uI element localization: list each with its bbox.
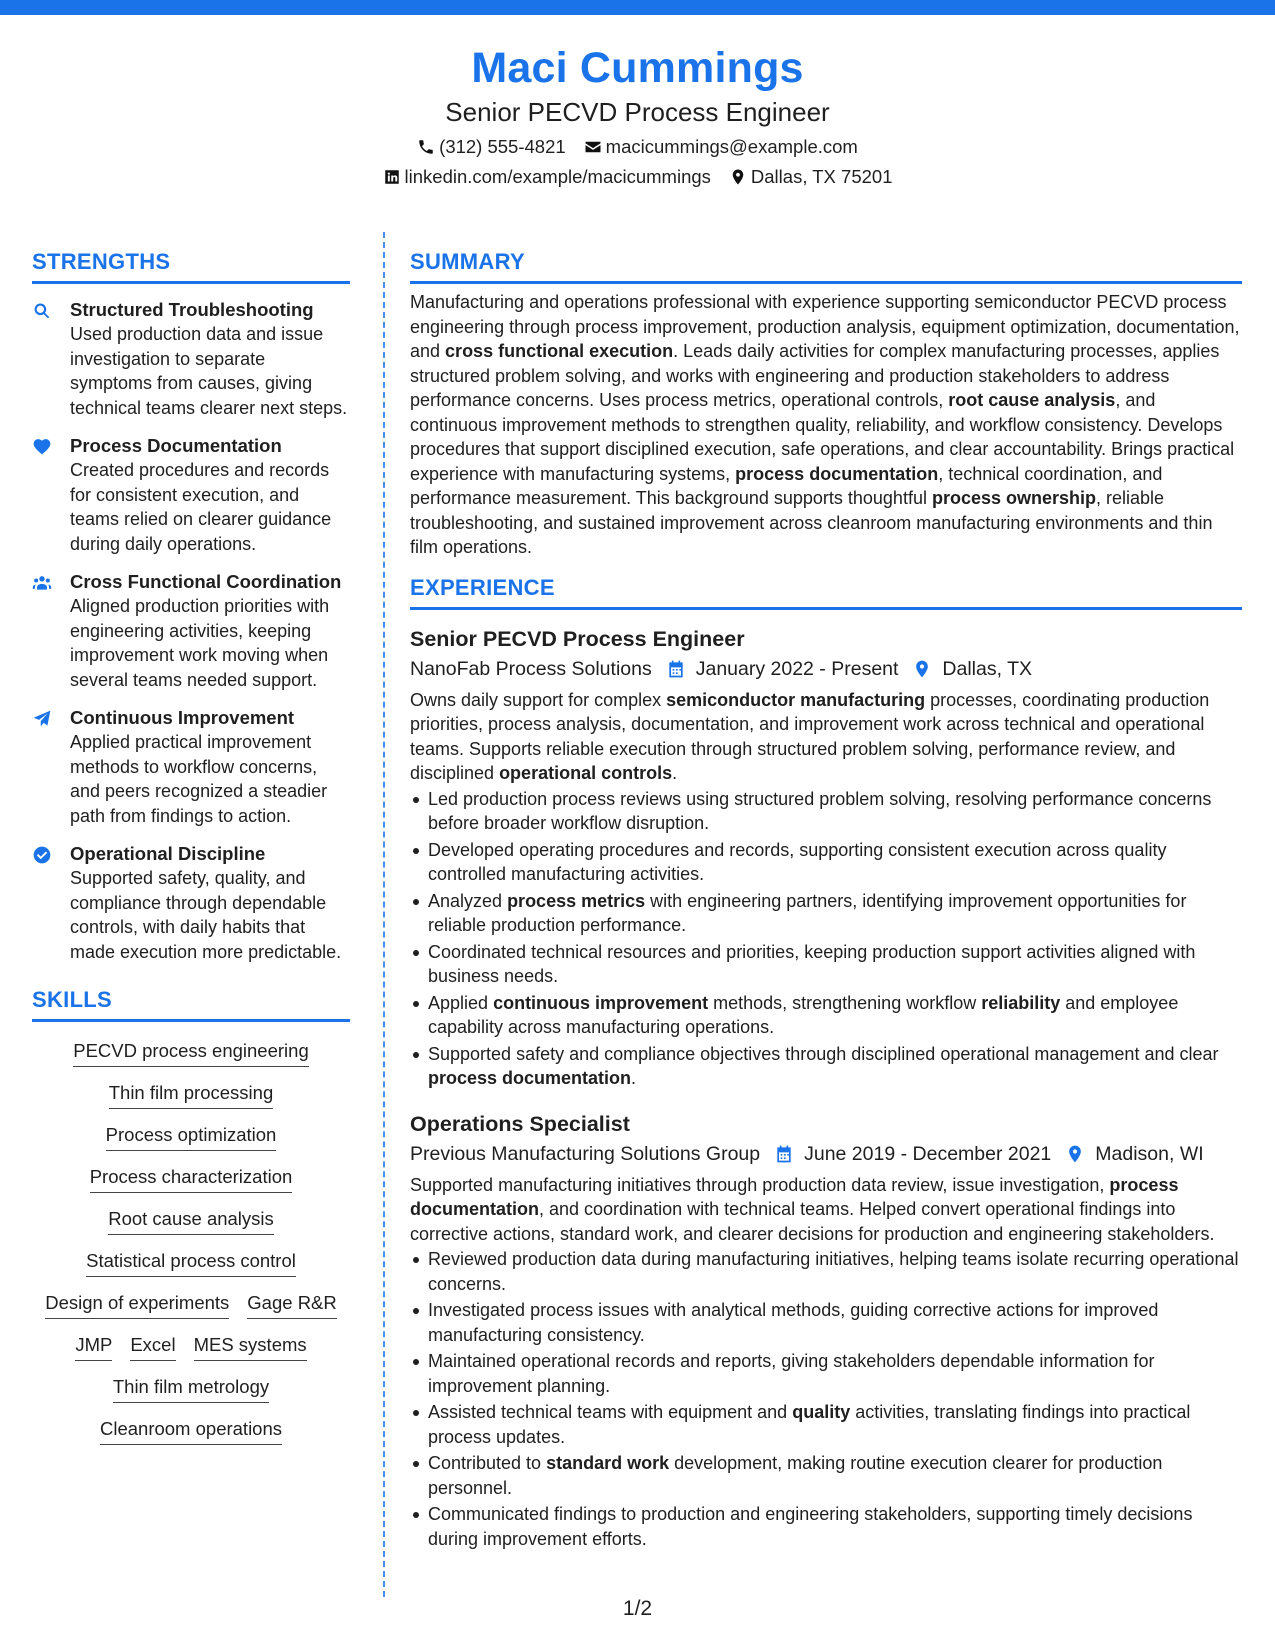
strengths-list	[32, 298, 350, 964]
bullet-item: Contributed to standard work development, making routine execution clearer for production personnel.	[410, 1451, 1242, 1500]
skill-tag: Process optimization	[106, 1122, 277, 1151]
bullet-item: Developed operating procedures and records, supporting consistent execution across quality controlled manufacturing activities.	[410, 838, 1242, 887]
strengths-heading: STRENGTHS	[32, 248, 350, 284]
skill-tag: Process characterization	[90, 1164, 293, 1193]
strength-title: Cross Functional Coordination	[70, 571, 342, 592]
skill-tag: Cleanroom operations	[100, 1416, 282, 1445]
skill-row	[32, 1374, 350, 1403]
contact-row-2	[0, 162, 1275, 192]
job-bullets	[410, 1247, 1242, 1551]
skill-row	[32, 1416, 350, 1445]
skills-list	[32, 1038, 350, 1445]
job-location: Madison, WI	[1095, 1142, 1204, 1165]
candidate-title: Senior PECVD Process Engineer	[445, 97, 830, 127]
phone-text: (312) 555-4821	[439, 136, 566, 157]
location-item	[729, 162, 893, 192]
strength-item	[32, 434, 350, 556]
email-text[interactable]: macicummings@example.com	[605, 136, 858, 157]
strength-item	[32, 706, 350, 828]
skill-row	[32, 1290, 350, 1319]
calendar-icon	[774, 1144, 794, 1164]
job-dates: January 2022 - Present	[695, 657, 899, 680]
candidate-name: Maci Cummings	[471, 44, 804, 92]
right-column	[410, 248, 1242, 1553]
strength-item	[32, 570, 350, 692]
skill-tag: MES systems	[194, 1332, 307, 1361]
linkedin-text[interactable]: linkedin.com/example/macicummings	[404, 166, 711, 187]
bullet-item: Analyzed process metrics with engineering partners, identifying improvement opportunities for reliable production performance.	[410, 889, 1242, 938]
strength-body	[70, 706, 350, 828]
map-pin-icon	[1065, 1144, 1085, 1164]
bullet-item: Led production process reviews using structured problem solving, resolving performance concerns before broader workflow disruption.	[410, 787, 1242, 836]
email-item[interactable]	[584, 132, 858, 162]
phone-item	[417, 132, 566, 162]
skill-tag: Thin film metrology	[113, 1374, 269, 1403]
skill-row	[32, 1122, 350, 1151]
job-bullets	[410, 787, 1242, 1091]
skill-row	[32, 1332, 350, 1361]
check-circle-icon	[32, 842, 70, 964]
strength-body	[70, 434, 350, 556]
strength-body	[70, 842, 350, 964]
job-location: Dallas, TX	[942, 657, 1033, 680]
job-description: Owns daily support for complex semiconductor manufacturing processes, coordinating production priorities, process analysis, documentation, and improvement work across technical and operational teams. Supports reliable execution through structured problem solving, performance review, and disciplined operational controls.	[410, 689, 1210, 783]
strength-title: Continuous Improvement	[70, 707, 295, 728]
bullet-item: Reviewed production data during manufacturing initiatives, helping teams isolate recurring operational concerns.	[410, 1247, 1242, 1296]
skills-heading: SKILLS	[32, 986, 350, 1022]
bullet-item: Applied continuous improvement methods, strengthening workflow reliability and employee capability across manufacturing operations.	[410, 991, 1242, 1040]
bullet-item: Communicated findings to production and engineering stakeholders, supporting timely decisions during improvement efforts.	[410, 1502, 1242, 1551]
strength-item	[32, 842, 350, 964]
strength-body	[70, 298, 350, 420]
heart-icon	[32, 434, 70, 556]
jobs-list	[410, 624, 1242, 1552]
users-icon	[32, 570, 70, 692]
bullet-item: Maintained operational records and reports, giving stakeholders dependable information for improvement planning.	[410, 1349, 1242, 1398]
phone-icon	[417, 138, 435, 156]
strength-desc: Supported safety, quality, and compliance through dependable controls, with daily habits that made execution more predictable.	[70, 868, 342, 962]
job-dates: June 2019 - December 2021	[804, 1142, 1052, 1165]
linkedin-item[interactable]	[383, 162, 711, 192]
job-meta	[410, 654, 1242, 684]
job-description: Supported manufacturing initiatives through production data review, issue investigation, process documentation, and coordination with technical teams. Helped convert operational findings into corrective actions, standard work, and clearer decisions for production and engineering stakeholders.	[410, 1174, 1215, 1244]
strength-title: Structured Troubleshooting	[70, 299, 314, 320]
envelope-icon	[584, 138, 602, 156]
skill-row	[32, 1164, 350, 1193]
experience-heading: EXPERIENCE	[410, 574, 1242, 610]
job-company: Previous Manufacturing Solutions Group	[410, 1142, 761, 1165]
job-company: NanoFab Process Solutions	[410, 657, 652, 680]
column-divider	[383, 232, 385, 1597]
skill-row	[32, 1206, 350, 1235]
page-number: 1/2	[622, 1597, 653, 1620]
map-pin-icon	[729, 168, 747, 186]
summary-text: Manufacturing and operations professional with experience supporting semiconductor PECVD process engineering through process improvement, production analysis, equipment optimization, documentation, and cross functional execution. Leads daily activities for complex manufacturing processes, applies structured problem solving, and works with engineering and production stakeholders to address performance concerns. Uses process metrics, operational controls, root cause analysis, and continuous improvement methods to strengthen quality, reliability, and workflow consistency. Develops procedures that support disciplined execution, safe operations, and clear accountability. Brings practical experience with manufacturing systems, process documentation, technical coordination, and performance measurement. This background supports thoughtful process ownership, reliable troubleshooting, and sustained improvement across cleanroom manufacturing environments and thin film operations.	[410, 292, 1240, 557]
strength-body	[70, 570, 350, 692]
skill-tag: Statistical process control	[86, 1248, 296, 1277]
job-entry	[410, 1109, 1242, 1552]
strength-item	[32, 298, 350, 420]
skill-row	[32, 1248, 350, 1277]
top-accent-bar	[0, 0, 1275, 15]
strength-desc: Aligned production priorities with engineering activities, keeping improvement work moving when several teams needed support.	[70, 596, 330, 690]
job-title: Senior PECVD Process Engineer	[410, 626, 745, 651]
map-pin-icon	[912, 659, 932, 679]
bullet-item: Coordinated technical resources and priorities, keeping production support activities aligned with business needs.	[410, 940, 1242, 989]
bullet-item: Investigated process issues with analytical methods, guiding corrective actions for improved manufacturing consistency.	[410, 1298, 1242, 1347]
strength-desc: Created procedures and records for consistent execution, and teams relied on clearer guidance during daily operations.	[70, 460, 332, 554]
linkedin-icon	[383, 168, 401, 186]
job-meta	[410, 1139, 1242, 1169]
bullet-item: Supported safety and compliance objectives through disciplined operational management and clear process documentation.	[410, 1042, 1242, 1091]
strength-title: Process Documentation	[70, 435, 282, 456]
skill-tag: Root cause analysis	[108, 1206, 274, 1235]
resume-header	[0, 40, 1275, 192]
search-icon	[32, 298, 70, 420]
skill-tag: Thin film processing	[109, 1080, 274, 1109]
skill-tag: Gage R&R	[247, 1290, 336, 1319]
skill-row	[32, 1038, 350, 1067]
contact-row-1	[0, 132, 1275, 162]
bullet-item: Assisted technical teams with equipment and quality activities, translating findings into practical process updates.	[410, 1400, 1242, 1449]
skill-tag: Excel	[130, 1332, 175, 1361]
strength-desc: Applied practical improvement methods to workflow concerns, and peers recognized a steadier path from findings to action.	[70, 732, 328, 826]
location-text: Dallas, TX 75201	[750, 166, 893, 187]
job-entry	[410, 624, 1242, 1091]
paper-plane-icon	[32, 706, 70, 828]
job-title: Operations Specialist	[410, 1111, 630, 1136]
skill-tag: Design of experiments	[45, 1290, 229, 1319]
skill-row	[32, 1080, 350, 1109]
skill-tag: PECVD process engineering	[73, 1038, 309, 1067]
left-column	[32, 248, 350, 1458]
strength-title: Operational Discipline	[70, 843, 266, 864]
skill-tag: JMP	[75, 1332, 112, 1361]
summary-heading: SUMMARY	[410, 248, 1242, 284]
calendar-icon	[666, 659, 686, 679]
strength-desc: Used production data and issue investigation to separate symptoms from causes, giving technical teams clearer next steps.	[70, 324, 348, 418]
